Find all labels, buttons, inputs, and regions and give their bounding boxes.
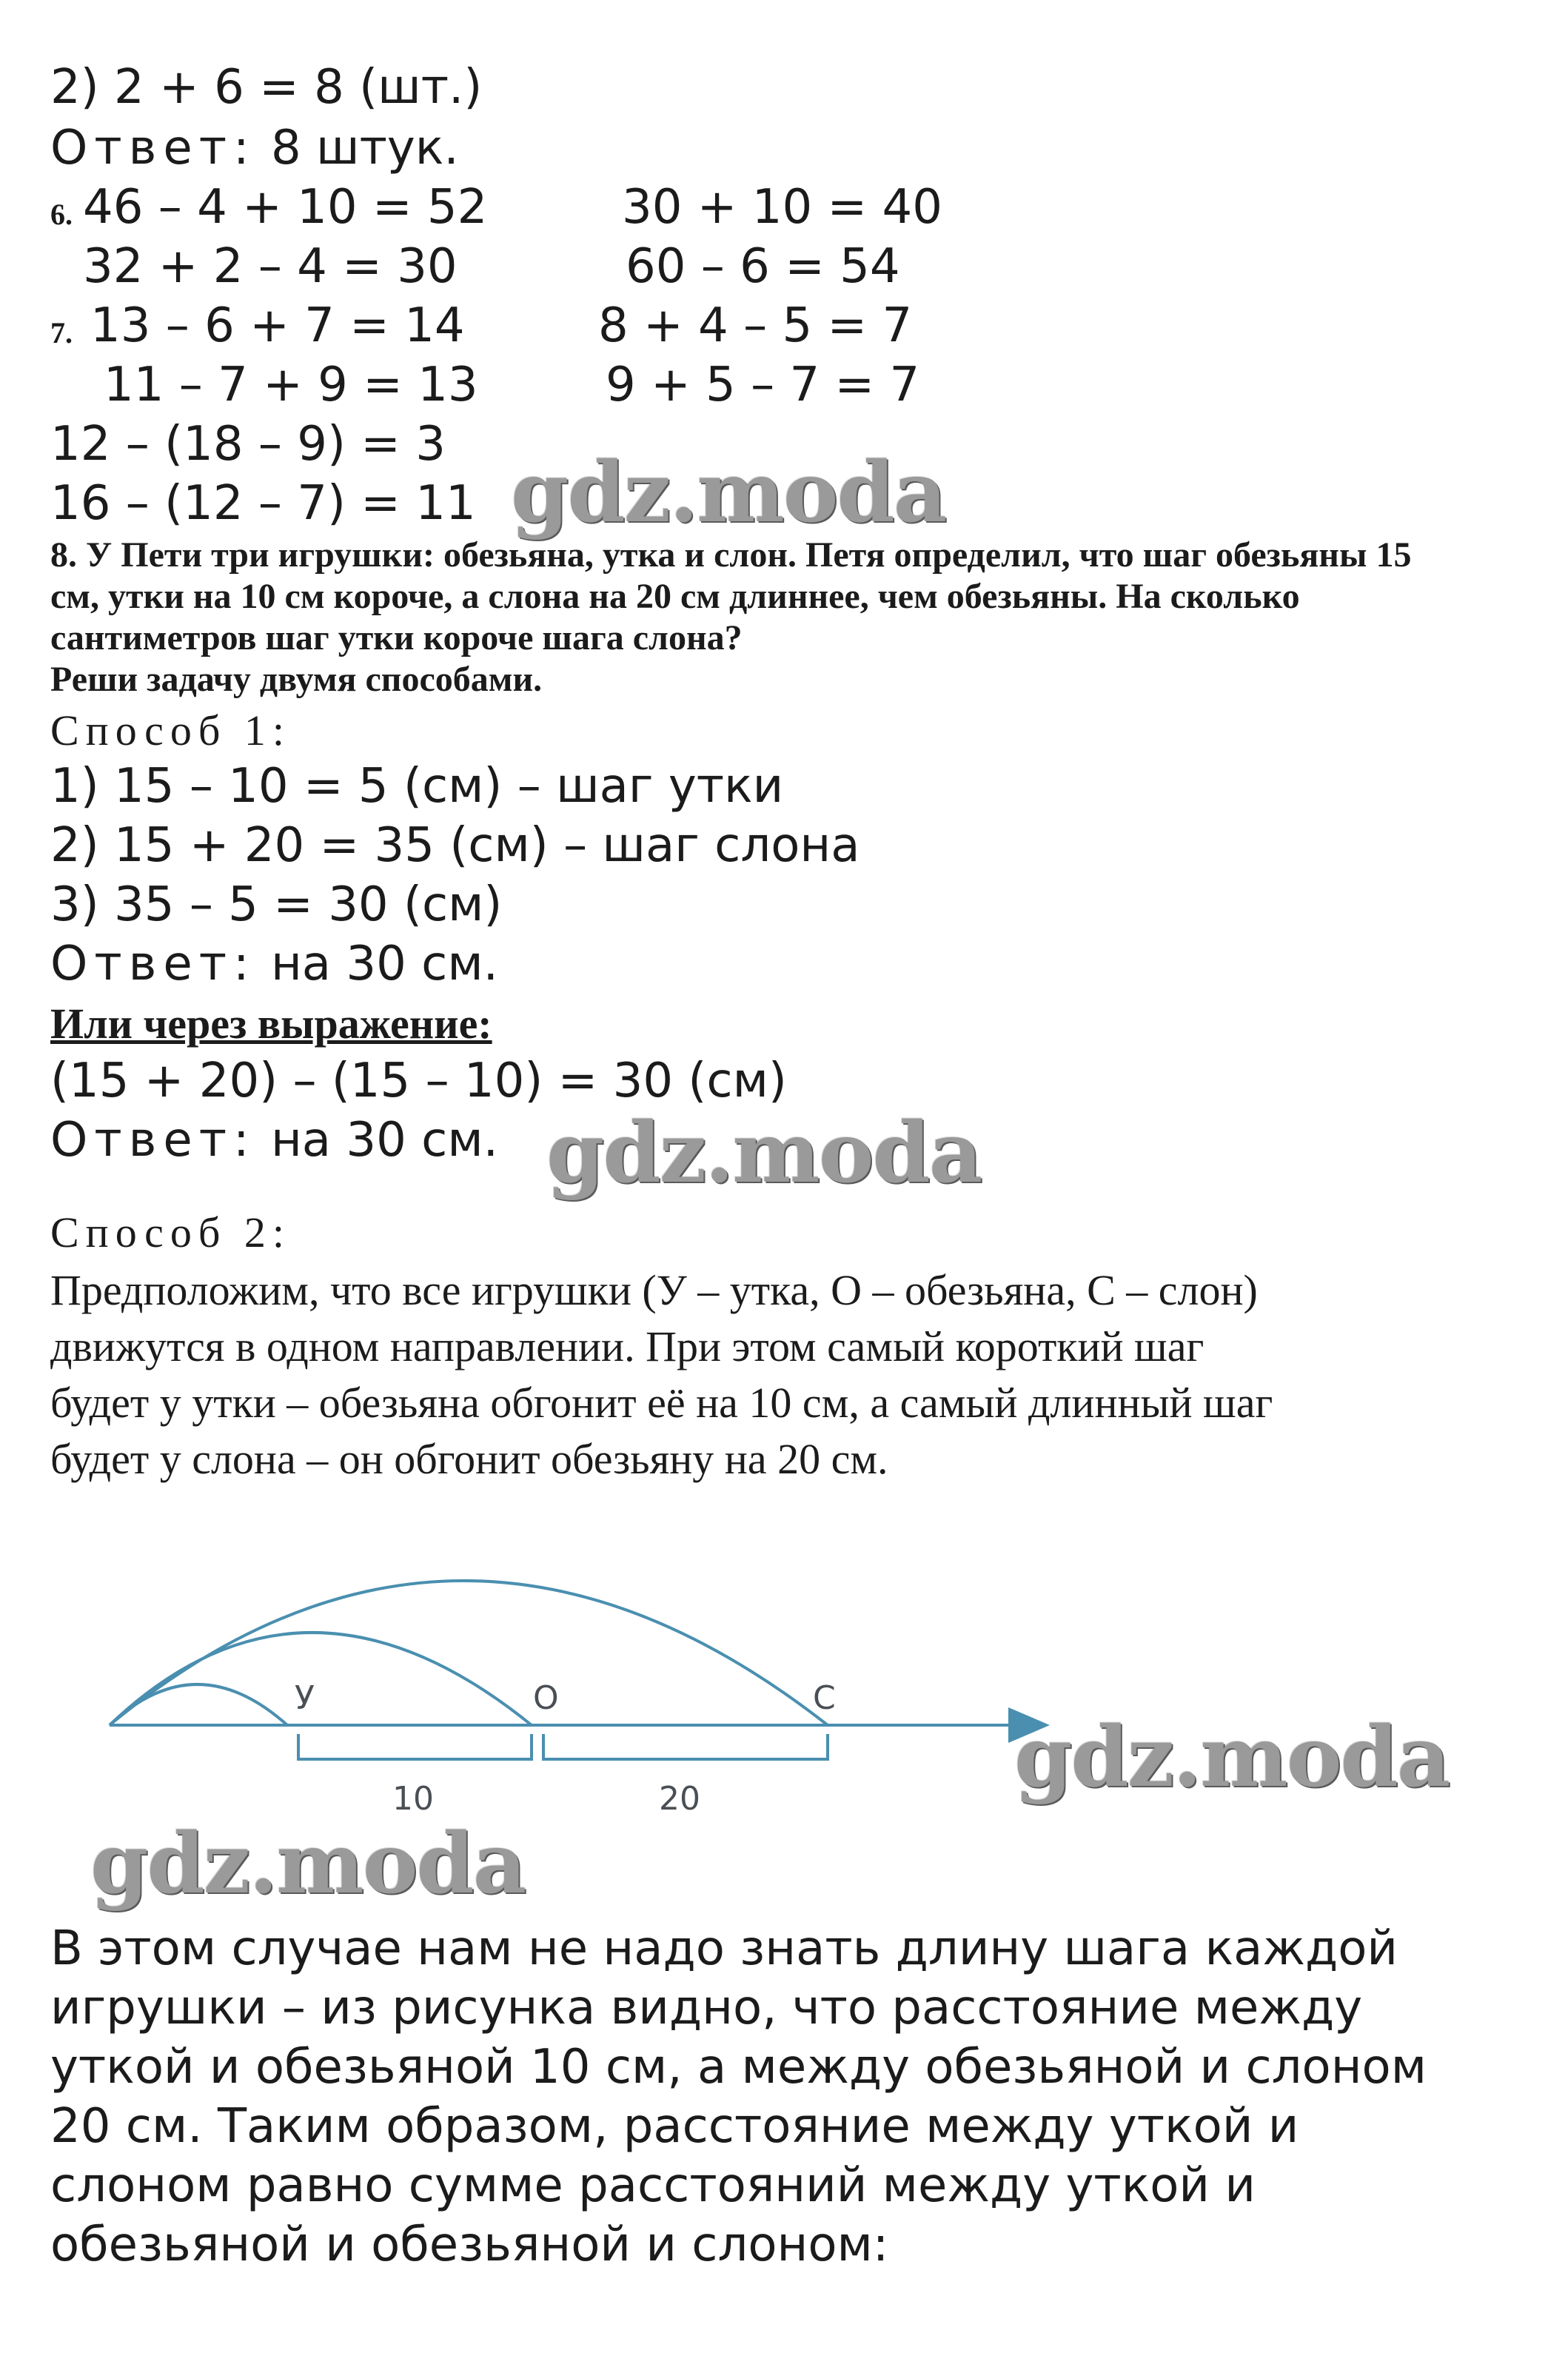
answer-value: 8 штук. bbox=[255, 121, 459, 175]
task-8-line-1: 8. У Пети три игрушки: обезьяна, утка и слон. Петя определил, что шаг обезьяны 15 bbox=[50, 535, 1412, 575]
task-6-number: 6. bbox=[50, 198, 73, 231]
conclusion-line-1: В этом случае нам не надо знать длину шага каждой bbox=[50, 1921, 1398, 1976]
answer-value: на 30 см. bbox=[255, 1113, 498, 1168]
watermark-logo: gdz.moda bbox=[511, 444, 946, 541]
label-duck: У bbox=[295, 1679, 315, 1717]
answer-label: Ответ: bbox=[50, 121, 256, 175]
answer-label: Ответ: bbox=[50, 937, 256, 991]
label-monkey: О bbox=[533, 1679, 559, 1717]
conclusion-line-3: уткой и обезьяной 10 см, а между обезьяной и слоном bbox=[50, 2040, 1427, 2095]
method-2-paragraph-line-4: будет у слона – он обгонит обезьяну на 20 см. bbox=[50, 1435, 888, 1483]
expression-line: (15 + 20) – (15 – 10) = 30 (см) bbox=[50, 1054, 787, 1108]
expression-heading: Или через выражение: bbox=[50, 1000, 492, 1048]
answer-label: Ответ: bbox=[50, 1113, 256, 1168]
method-2-paragraph-line-3: будет у утки – обезьяна обгонит её на 10 см, а самый длинный шаг bbox=[50, 1379, 1273, 1427]
conclusion-line-2: игрушки – из рисунка видно, что расстояние между bbox=[50, 1981, 1363, 2035]
conclusion-line-5: слоном равно сумме расстояний между уткой и bbox=[50, 2158, 1256, 2213]
watermark-logo: gdz.moda bbox=[1014, 1709, 1450, 1806]
method-1-heading: Способ 1: bbox=[50, 706, 292, 754]
method-2-paragraph-line-1: Предположим, что все игрушки (У – утка, О – обезьяна, С – слон) bbox=[50, 1266, 1258, 1314]
task-6-expr-c: 32 + 2 – 4 = 30 bbox=[83, 239, 458, 294]
step-diagram bbox=[0, 1518, 1568, 1858]
segment-length-20: 20 bbox=[659, 1780, 700, 1818]
task-7-expr-f: 16 – (12 – 7) = 11 bbox=[50, 476, 476, 531]
method-1-step-2: 2) 15 + 20 = 35 (см) – шаг слона bbox=[50, 818, 860, 873]
method-1-step-3: 3) 35 – 5 = 30 (см) bbox=[50, 877, 503, 932]
task-6-expr-a: 46 – 4 + 10 = 52 bbox=[83, 180, 488, 235]
method-1-answer bbox=[50, 937, 498, 991]
task-7-number: 7. bbox=[50, 316, 73, 349]
conclusion-line-4: 20 см. Таким образом, расстояние между уткой и bbox=[50, 2099, 1299, 2154]
task-7-expr-a: 13 – 6 + 7 = 14 bbox=[90, 298, 465, 353]
task-8-line-4: Реши задачу двумя способами. bbox=[50, 660, 543, 699]
answer-value: на 30 см. bbox=[255, 937, 498, 991]
solution-line-1: 2) 2 + 6 = 8 (шт.) bbox=[50, 60, 483, 115]
segment-length-10: 10 bbox=[392, 1780, 434, 1818]
task-6-expr-b: 30 + 10 = 40 bbox=[622, 180, 942, 235]
watermark-logo: gdz.moda bbox=[90, 1815, 526, 1912]
method-1-step-1: 1) 15 – 10 = 5 (см) – шаг утки bbox=[50, 759, 784, 814]
task-7-expr-e: 12 – (18 – 9) = 3 bbox=[50, 417, 446, 472]
task-7-expr-b: 8 + 4 – 5 = 7 bbox=[598, 298, 913, 353]
bracket-duck-monkey bbox=[298, 1734, 532, 1759]
method-2-paragraph-line-2: движутся в одном направлении. При этом самый короткий шаг bbox=[50, 1322, 1205, 1370]
bracket-monkey-elephant bbox=[543, 1734, 828, 1759]
label-elephant: С bbox=[813, 1679, 836, 1717]
task-8-line-2: см, утки на 10 см короче, а слона на 20 см длиннее, чем обезьяны. На сколько bbox=[50, 577, 1300, 616]
task-7-expr-d: 9 + 5 – 7 = 7 bbox=[606, 358, 920, 412]
method-1-answer-2 bbox=[50, 1113, 498, 1168]
task-7-expr-c: 11 – 7 + 9 = 13 bbox=[104, 358, 478, 412]
answer-line-1 bbox=[50, 121, 459, 175]
task-6-expr-d: 60 – 6 = 54 bbox=[626, 239, 900, 294]
task-8-line-3: сантиметров шаг утки короче шага слона? bbox=[50, 618, 743, 657]
conclusion-line-6: обезьяной и обезьяной и слоном: bbox=[50, 2218, 889, 2272]
watermark-logo: gdz.moda bbox=[546, 1105, 982, 1202]
method-2-heading: Способ 2: bbox=[50, 1208, 292, 1256]
